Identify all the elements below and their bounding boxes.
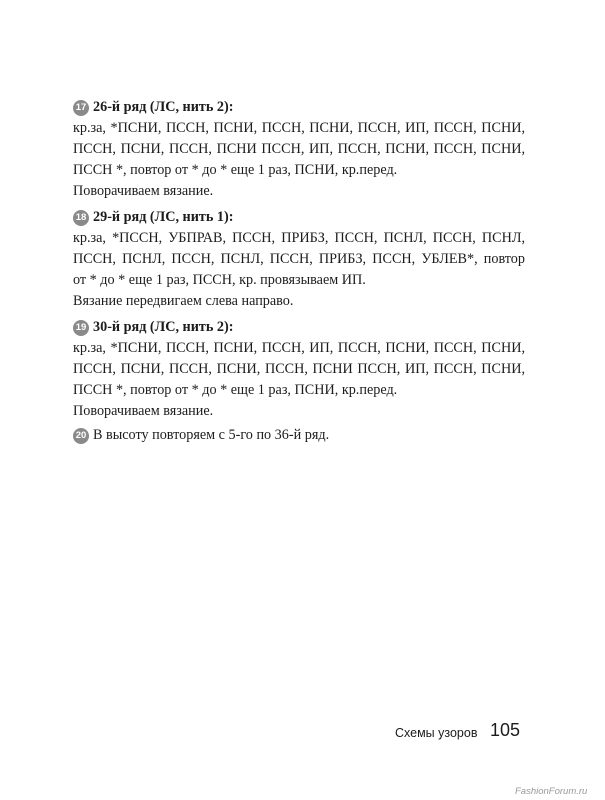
step-heading <box>73 317 525 338</box>
step-line: кр.за, *ПССН, УБПРАВ, ПССН, ПРИБЗ, ПССН, ПСНЛ, ПССН, ПСНЛ, <box>73 230 525 246</box>
step-title: 26-й ряд (ЛС, нить 2): <box>93 99 234 115</box>
step-line: Вязание передвигаем слева направо. <box>73 293 294 309</box>
step-line: ПССН *, повтор от * до * еще 1 раз, ПСНИ, кр.перед. <box>73 382 398 398</box>
step-line: ПССН, ПСНИ, ПССН, ПСНИ ПССН, ИП, ПССН, ПСНИ, ПССН, ПСНИ, <box>73 141 525 157</box>
step-line: ПССН, ПСНЛ, ПССН, ПСНЛ, ПССН, ПРИБЗ, ПССН, УБЛЕВ*, повтор <box>73 251 525 267</box>
footer-section-title: Схемы узоров <box>395 726 478 740</box>
step-number-badge: 20 <box>73 428 89 444</box>
step-line: кр.за, *ПСНИ, ПССН, ПСНИ, ПССН, ИП, ПССН, ПСНИ, ПССН, ПСНИ, <box>73 340 525 356</box>
step-heading <box>73 97 525 118</box>
step-line: ПССН, ПСНИ, ПССН, ПСНИ, ПССН, ПСНИ ПССН, ИП, ПССН, ПСНИ, <box>73 361 525 377</box>
step-heading <box>73 207 525 228</box>
step-line: от * до * еще 1 раз, ПССН, кр. провязываем ИП. <box>73 272 366 288</box>
step-number-badge: 18 <box>73 210 89 226</box>
step-20 <box>73 425 525 446</box>
step-title: 29-й ряд (ЛС, нить 1): <box>93 209 234 225</box>
step-18 <box>73 207 525 312</box>
step-line: Поворачиваем вязание. <box>73 183 214 199</box>
watermark: FashionForum.ru <box>515 786 588 797</box>
step-number-badge: 17 <box>73 100 89 116</box>
step-line: Поворачиваем вязание. <box>73 403 214 419</box>
step-number-badge: 19 <box>73 320 89 336</box>
step-title: 30-й ряд (ЛС, нить 2): <box>93 319 234 335</box>
step-heading <box>73 425 525 446</box>
page-number: 105 <box>490 720 521 740</box>
step-line: кр.за, *ПСНИ, ПССН, ПСНИ, ПССН, ПСНИ, ПССН, ИП, ПССН, ПСНИ, <box>73 120 525 136</box>
step-19 <box>73 317 525 422</box>
step-17 <box>73 97 525 202</box>
step-line: ПССН *, повтор от * до * еще 1 раз, ПСНИ, кр.перед. <box>73 162 398 178</box>
step-line: В высоту повторяем с 5-го по 36-й ряд. <box>93 427 330 443</box>
